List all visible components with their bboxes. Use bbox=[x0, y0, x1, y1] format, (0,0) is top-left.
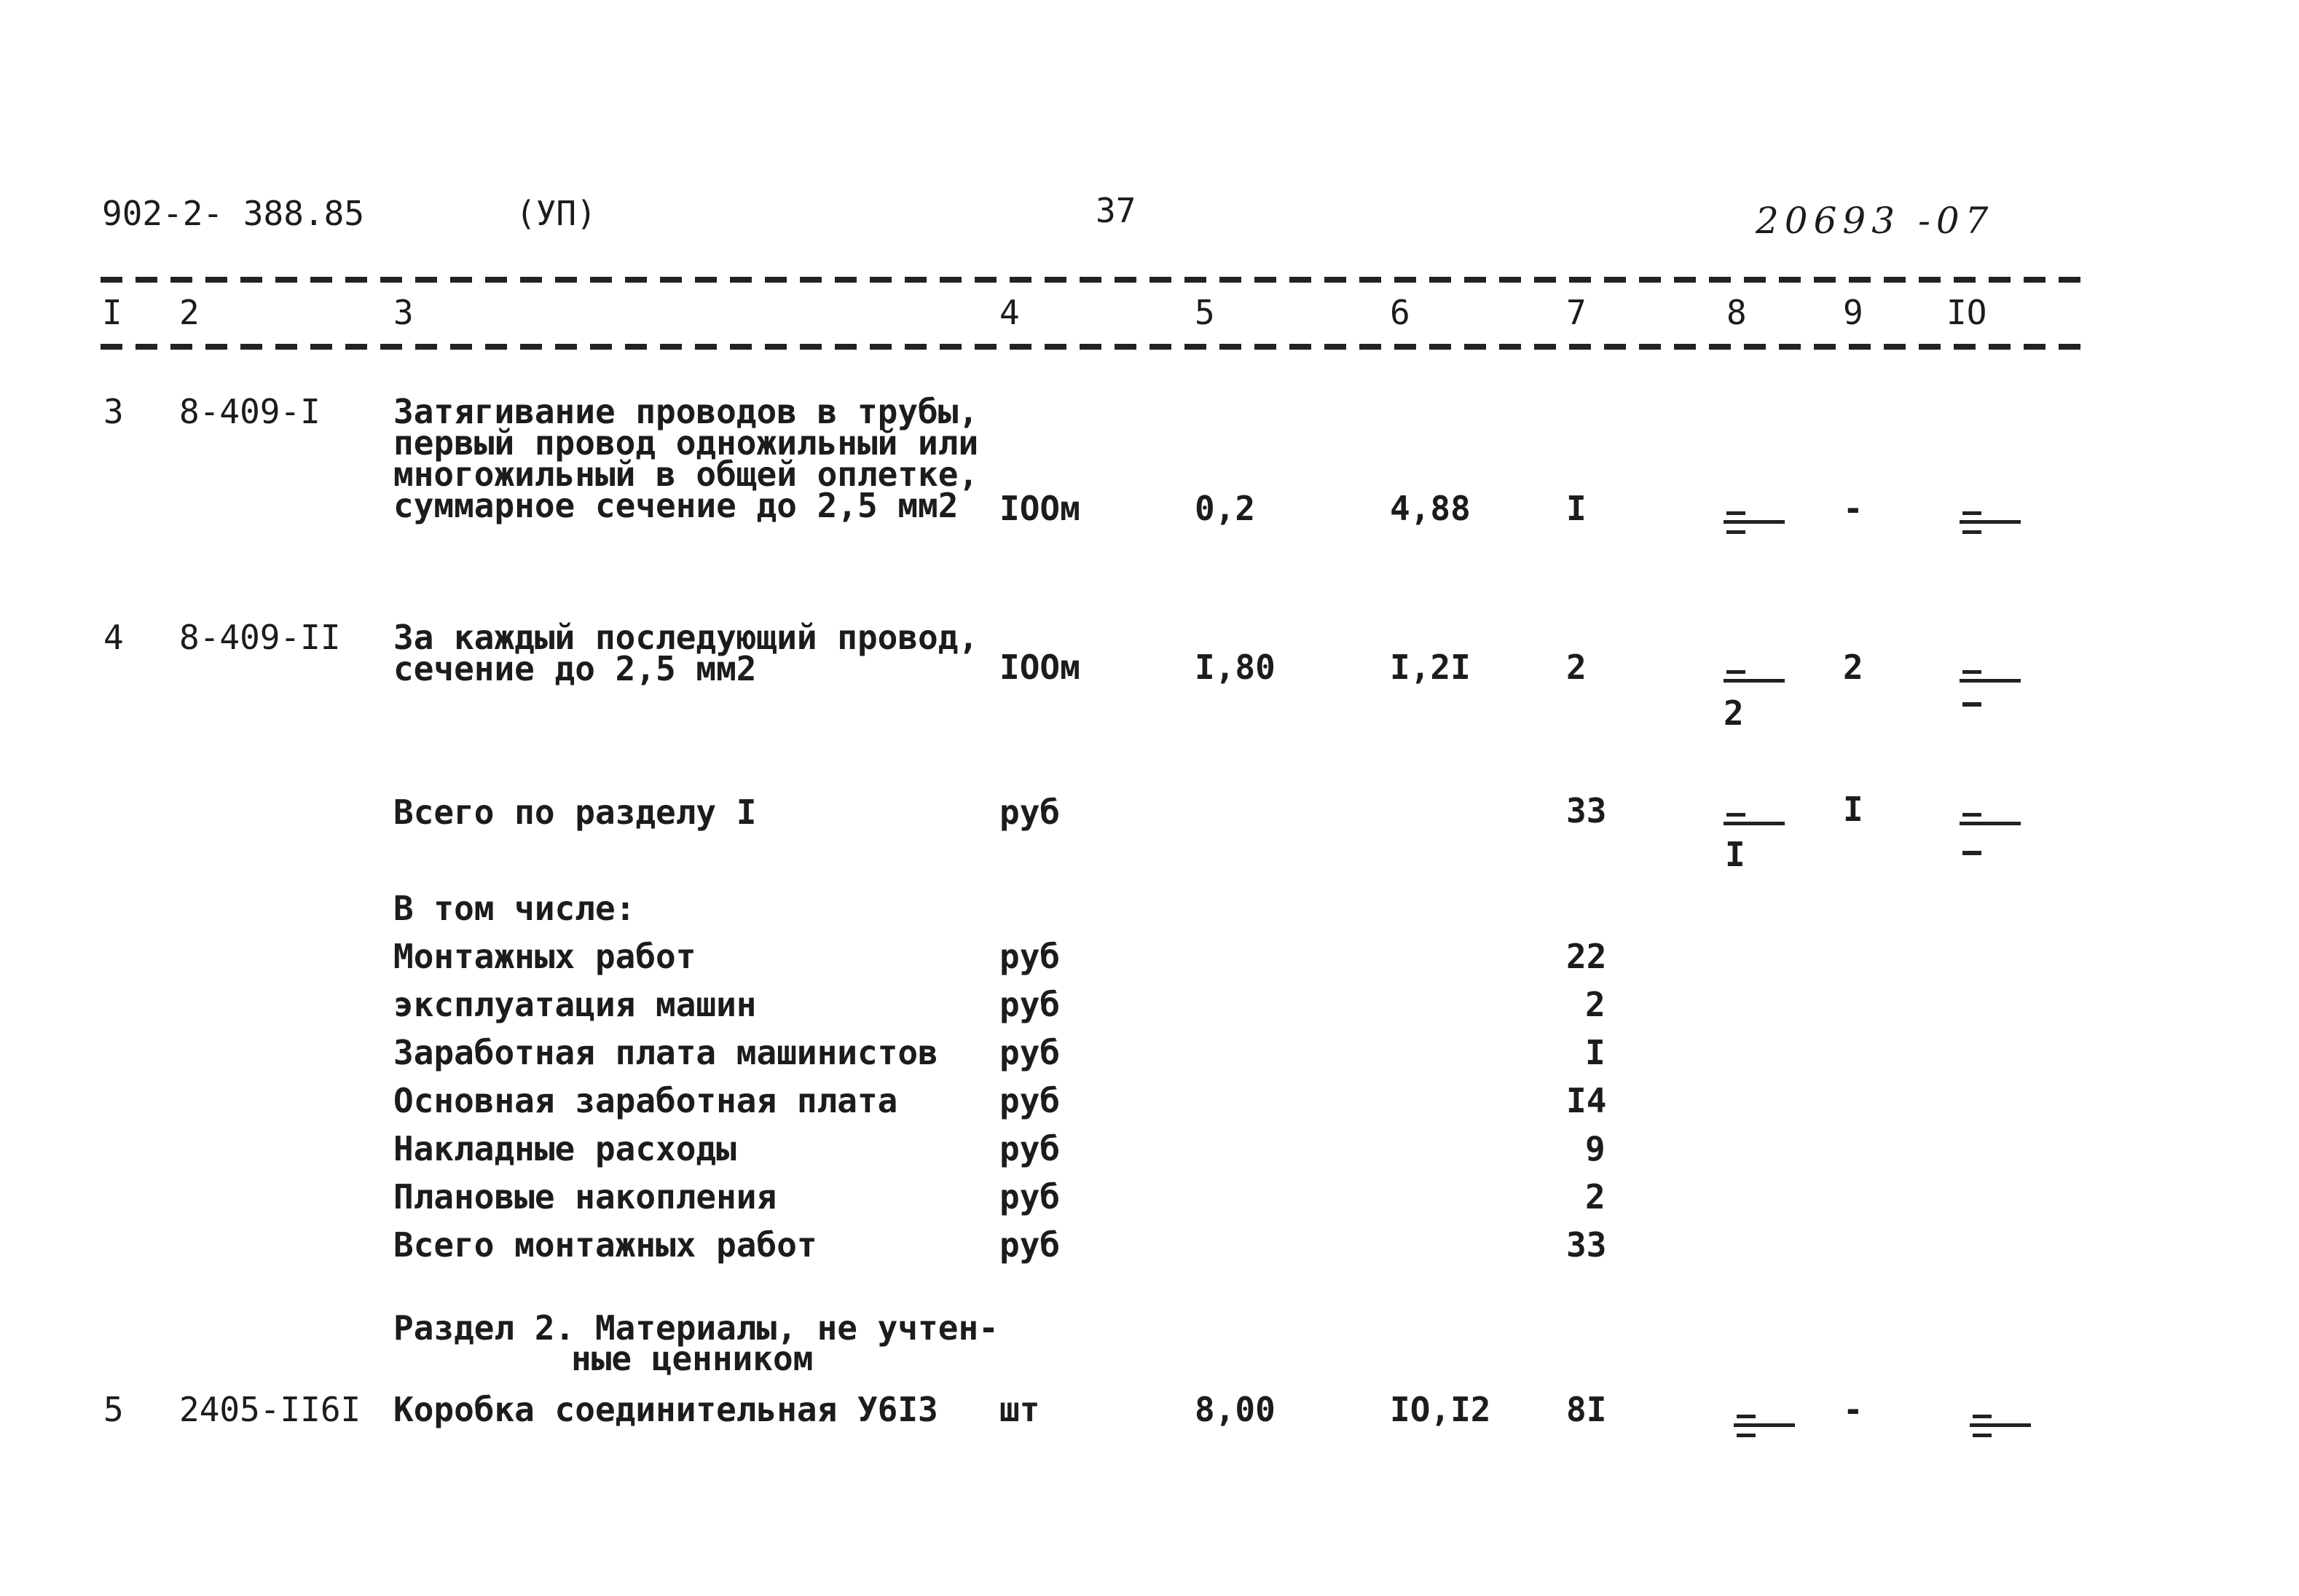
breakdown-value: 22 bbox=[1566, 937, 1607, 976]
column-9-value: - bbox=[1843, 489, 1863, 528]
total-cost: 8I bbox=[1566, 1390, 1607, 1429]
breakdown-value: 9 bbox=[1585, 1129, 1606, 1168]
item-description-line: Коробка соединительная У6I3 bbox=[393, 1390, 938, 1429]
quantity: 0,2 bbox=[1195, 489, 1256, 528]
breakdown-value: I bbox=[1585, 1033, 1606, 1072]
section-2-title-continued: ные ценником bbox=[571, 1339, 814, 1378]
breakdown-label: Накладные расходы bbox=[393, 1129, 736, 1168]
breakdown-unit: руб bbox=[999, 937, 1061, 976]
column-header: I bbox=[102, 293, 122, 332]
price-code: 8-409-I bbox=[179, 392, 321, 431]
section-total-value: 33 bbox=[1566, 791, 1607, 830]
section-2-title: Раздел 2. Материалы, не учтен- bbox=[393, 1308, 999, 1348]
unit-price: IO,I2 bbox=[1390, 1390, 1491, 1429]
price-code: 2405-II6I bbox=[179, 1390, 361, 1429]
breakdown-unit: руб bbox=[999, 1129, 1061, 1168]
column-header: 2 bbox=[179, 293, 200, 332]
row-number: 4 bbox=[103, 618, 124, 657]
column-header: 5 bbox=[1195, 293, 1215, 332]
unit: IOOм bbox=[999, 648, 1080, 687]
breakdown-label: Плановые накопления bbox=[393, 1177, 777, 1216]
breakdown-label: эксплуатация машин bbox=[393, 985, 757, 1024]
column-header: IO bbox=[1946, 293, 1987, 332]
item-description-line: первый провод одножильный или bbox=[393, 423, 979, 463]
column-header: 8 bbox=[1726, 293, 1747, 332]
breakdown-value: 2 bbox=[1585, 985, 1606, 1024]
breakdown-unit: руб bbox=[999, 1033, 1061, 1072]
item-description-line: суммарное сечение до 2,5 мм2 bbox=[393, 486, 959, 525]
breakdown-unit: руб bbox=[999, 1225, 1061, 1265]
breakdown-unit: руб bbox=[999, 1177, 1061, 1216]
column-header: 3 bbox=[393, 293, 414, 332]
breakdown-value: 33 bbox=[1566, 1225, 1607, 1265]
row-number: 5 bbox=[103, 1390, 124, 1429]
breakdown-title: В том числе: bbox=[393, 889, 636, 928]
item-description-line: сечение до 2,5 мм2 bbox=[393, 649, 757, 688]
header-bottom-rule bbox=[101, 344, 2082, 350]
breakdown-label: Монтажных работ bbox=[393, 937, 696, 976]
total-cost: 2 bbox=[1566, 648, 1587, 687]
item-description-line: Затягивание проводов в трубы, bbox=[393, 392, 979, 431]
header-top-rule bbox=[101, 277, 2082, 283]
column-9-value: 2 bbox=[1843, 648, 1863, 687]
column-9-value: - bbox=[1843, 1390, 1863, 1429]
column-header: 9 bbox=[1843, 293, 1863, 332]
column-9-value: I bbox=[1843, 790, 1863, 829]
column-8-value: 2 bbox=[1724, 693, 1744, 733]
total-cost: I bbox=[1566, 489, 1587, 528]
column-header: 7 bbox=[1566, 293, 1587, 332]
breakdown-unit: руб bbox=[999, 1081, 1061, 1120]
row-number: 3 bbox=[103, 392, 124, 431]
column-header: 4 bbox=[999, 293, 1020, 332]
unit: IOOм bbox=[999, 489, 1080, 528]
column-header: 6 bbox=[1390, 293, 1410, 332]
price-code: 8-409-II bbox=[179, 618, 341, 657]
breakdown-value: I4 bbox=[1566, 1081, 1607, 1120]
section-mark: (УП) bbox=[516, 194, 597, 233]
document-stamp-number: 20693 -07 bbox=[1756, 200, 1995, 242]
unit: руб bbox=[999, 793, 1061, 832]
column-8-value: I bbox=[1725, 835, 1745, 874]
quantity: I,80 bbox=[1195, 648, 1276, 687]
item-description-line: многожильный в общей оплетке, bbox=[393, 455, 979, 494]
unit-price: I,2I bbox=[1390, 648, 1471, 687]
item-description-line: За каждый последующий провод, bbox=[393, 618, 979, 657]
unit: шт bbox=[999, 1390, 1040, 1429]
section-total-label: Всего по разделу I bbox=[393, 793, 757, 832]
document-code: 902-2- 388.85 bbox=[102, 194, 365, 233]
breakdown-value: 2 bbox=[1585, 1177, 1606, 1216]
quantity: 8,00 bbox=[1195, 1390, 1276, 1429]
unit-price: 4,88 bbox=[1390, 489, 1471, 528]
breakdown-unit: руб bbox=[999, 985, 1061, 1024]
breakdown-label: Заработная плата машинистов bbox=[393, 1033, 938, 1072]
breakdown-label: Всего монтажных работ bbox=[393, 1225, 817, 1265]
page-number: 37 bbox=[1096, 191, 1136, 230]
breakdown-label: Основная заработная плата bbox=[393, 1081, 898, 1120]
